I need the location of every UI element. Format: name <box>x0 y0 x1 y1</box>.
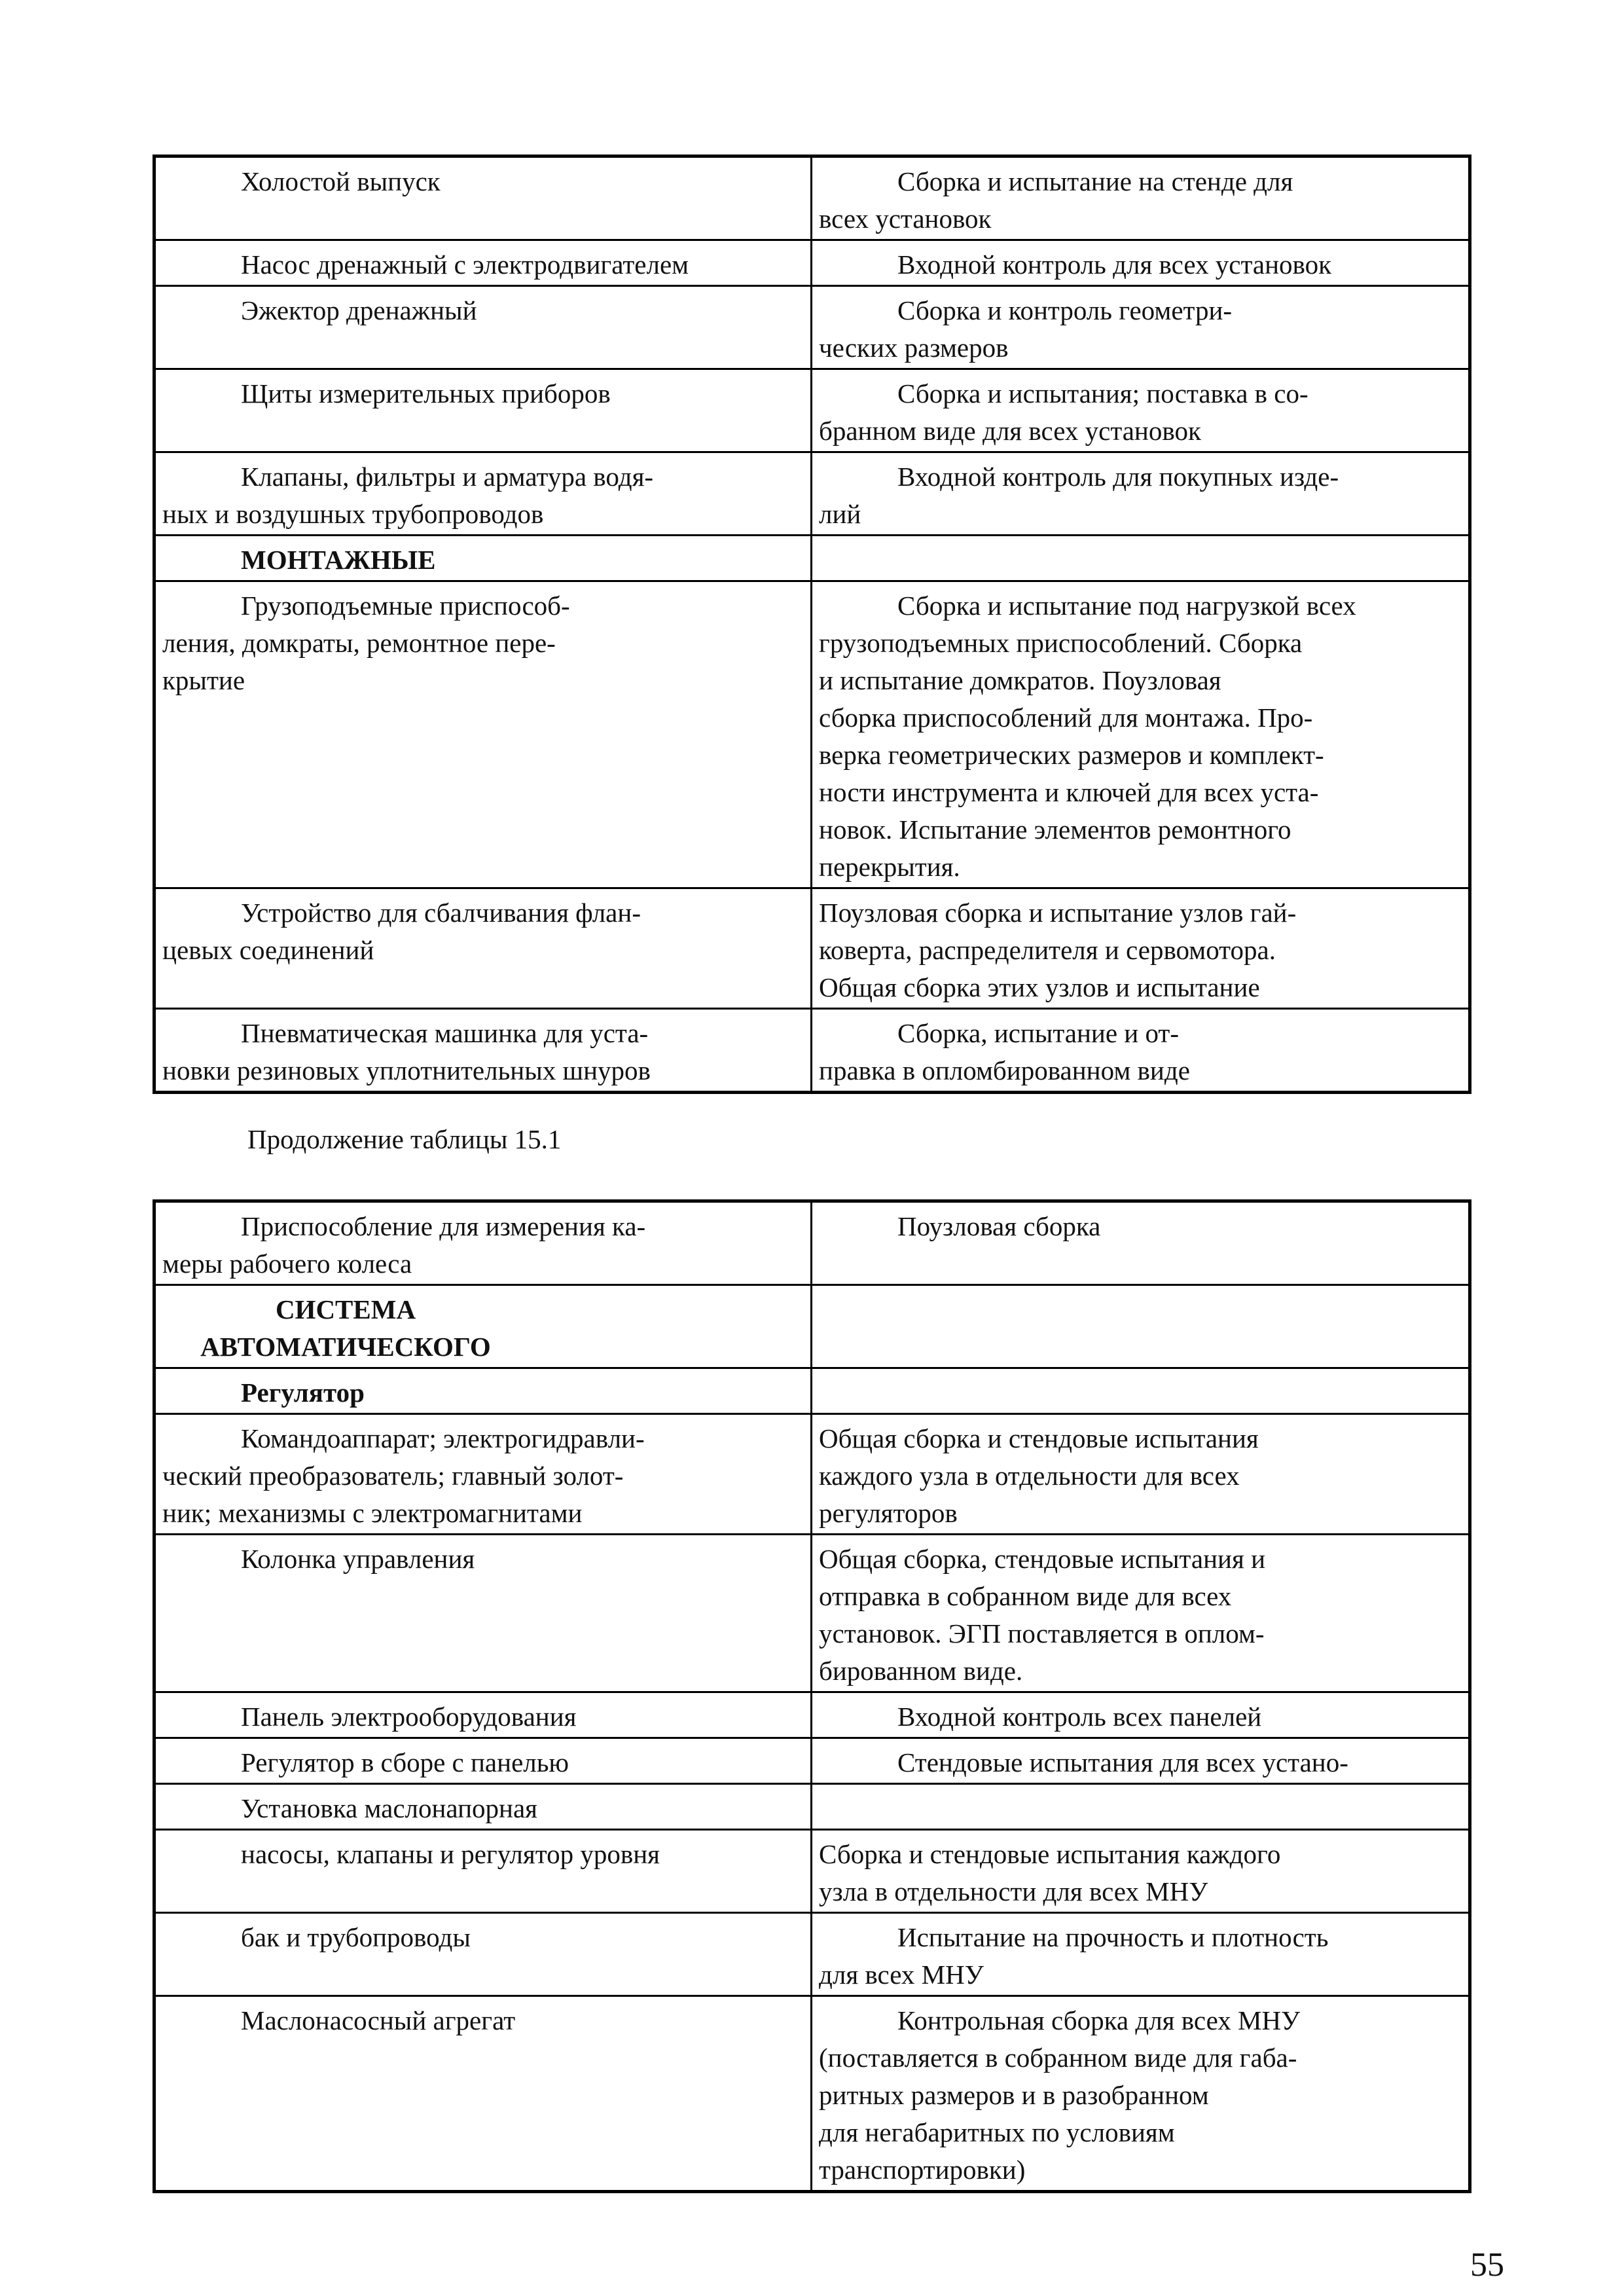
cell-text: Сборка и контроль геометри- ческих размеров <box>819 295 1233 363</box>
cell-text: Общая сборка, стендовые испытания и отправка в собранном виде для всех установок. ЭГП поставляется в оплом- бированном виде. <box>819 1544 1266 1686</box>
cell-text: Установка маслонапорная <box>241 1793 538 1823</box>
table-cell-item <box>154 286 812 369</box>
table-cell-item <box>154 888 812 1009</box>
table-row <box>154 1830 1470 1913</box>
table-continuation-caption: Продолжение таблицы 15.1 <box>247 1124 562 1154</box>
table-row <box>154 1996 1470 2192</box>
table-row <box>154 888 1470 1009</box>
table-cell-control <box>812 286 1470 369</box>
table-row <box>154 1201 1470 1285</box>
cell-text: Поузловая сборка и испытание узлов гай- коверта, распределителя и сервомотора. Общая сборка этих узлов и испытание <box>819 898 1297 1002</box>
cell-text: Клапаны, фильтры и арматура водя- ных и воздушных трубопроводов <box>162 462 654 529</box>
cell-text: Эжектор дренажный <box>241 295 477 325</box>
table-cell-control <box>812 1009 1470 1093</box>
table-cell-control <box>812 1784 1470 1830</box>
table-cell-item <box>154 1414 812 1535</box>
table-cell-item <box>154 1913 812 1996</box>
table-cell-item <box>154 1830 812 1913</box>
table-cell-control <box>812 1285 1470 1368</box>
table-cell-item <box>154 1996 812 2192</box>
table-row <box>154 452 1470 536</box>
table-cell-control <box>812 1414 1470 1535</box>
cell-text: Сборка и испытания; поставка в со- бранном виде для всех установок <box>819 378 1308 446</box>
cell-text: Стендовые испытания для всех устано- <box>897 1747 1348 1777</box>
table-cell-item <box>154 1535 812 1692</box>
cell-text: Приспособление для измерения ка- меры рабочего колеса <box>162 1211 646 1279</box>
equipment-table-2 <box>153 1199 1471 2193</box>
cell-text: Устройство для сбалчивания флан- цевых соединений <box>162 898 641 965</box>
cell-text: Входной контроль для покупных изде- лий <box>819 462 1339 529</box>
table-row <box>154 240 1470 286</box>
cell-text: Щиты измерительных приборов <box>241 378 611 409</box>
table-cell-control <box>812 581 1470 888</box>
table-cell-control <box>812 1738 1470 1784</box>
cell-text: Сборка и стендовые испытания каждого узла в отдельности для всех МНУ <box>819 1839 1281 1906</box>
table-cell-control <box>812 452 1470 536</box>
section-heading-cell <box>154 536 812 581</box>
cell-text: Регулятор в сборе с панелью <box>241 1747 569 1777</box>
cell-text: Колонка управления <box>241 1544 475 1574</box>
cell-text: Пневматическая машинка для уста- новки резиновых уплотнительных шнуров <box>162 1018 651 1085</box>
cell-text: Испытание на прочность и плотность для всех МНУ <box>819 1922 1329 1990</box>
page-number: 55 <box>1470 2246 1504 2284</box>
table-row <box>154 1738 1470 1784</box>
cell-text: Грузоподъемные приспособ- ления, домкраты, ремонтное пере- крытие <box>162 591 570 695</box>
equipment-table-1 <box>153 155 1471 1094</box>
table-cell-item <box>154 1201 812 1285</box>
table-cell-item <box>154 1738 812 1784</box>
cell-text: Панель электрооборудования <box>241 1702 577 1732</box>
cell-text: Входной контроль всех панелей <box>897 1702 1262 1732</box>
table-cell-control <box>812 369 1470 452</box>
table-row <box>154 1784 1470 1830</box>
table-cell-item <box>154 452 812 536</box>
table-row <box>154 1009 1470 1093</box>
section-heading: СИСТЕМА АВТОМАТИЧЕСКОГО <box>200 1294 491 1362</box>
table-cell-item <box>154 581 812 888</box>
table-cell-control <box>812 1201 1470 1285</box>
table-cell-control <box>812 1535 1470 1692</box>
table-row <box>154 581 1470 888</box>
table-row <box>154 1414 1470 1535</box>
table-row <box>154 156 1470 240</box>
subsection-heading-cell <box>154 1368 812 1414</box>
table-cell-control <box>812 1996 1470 2192</box>
table-cell-item <box>154 156 812 240</box>
cell-text: бак и трубопроводы <box>241 1922 471 1952</box>
cell-text: Маслонасосный агрегат <box>241 2005 516 2035</box>
cell-text: Входной контроль для всех установок <box>897 249 1332 280</box>
cell-text: Сборка и испытание под нагрузкой всех грузоподъемных приспособлений. Сборка и испытание домкратов. Поузловая сборка приспособлений для монтажа. Про- верка геометрических размеров и комплект- ности инструмента и ключей для всех уста- новок. Испытание элементов ремонтного перекрытия. <box>819 591 1356 882</box>
section-heading-cell <box>154 1285 812 1368</box>
cell-text: насосы, клапаны и регулятор уровня <box>241 1839 660 1869</box>
cell-text: Общая сборка и стендовые испытания каждого узла в отдельности для всех регуляторов <box>819 1423 1259 1528</box>
table-cell-control <box>812 1913 1470 1996</box>
table-cell-item <box>154 1009 812 1093</box>
section-heading: МОНТАЖНЫЕ <box>241 545 436 575</box>
cell-text: Контрольная сборка для всех МНУ (поставляется в собранном виде для габа- ритных размеров и в разобранном для негабаритных по условиям транспортировки) <box>819 2005 1301 2185</box>
table-cell-control <box>812 888 1470 1009</box>
table-row <box>154 536 1470 581</box>
table-cell-control <box>812 156 1470 240</box>
cell-text: Насос дренажный с электродвигателем <box>241 249 689 280</box>
table-cell-control <box>812 1692 1470 1738</box>
cell-text: Сборка и испытание на стенде для всех установок <box>819 166 1293 234</box>
table-cell-item <box>154 1692 812 1738</box>
cell-text: Сборка, испытание и от- правка в опломбированном виде <box>819 1018 1190 1085</box>
table-cell-control <box>812 1368 1470 1414</box>
cell-text: Холостой выпуск <box>241 166 441 196</box>
table-cell-control <box>812 240 1470 286</box>
table-cell-item <box>154 1784 812 1830</box>
table-cell-control <box>812 1830 1470 1913</box>
cell-text: Поузловая сборка <box>897 1211 1101 1241</box>
subsection-heading: Регулятор <box>241 1377 365 1408</box>
table-row <box>154 1913 1470 1996</box>
table-row <box>154 1368 1470 1414</box>
table-cell-item <box>154 240 812 286</box>
table-row <box>154 286 1470 369</box>
table-row <box>154 1692 1470 1738</box>
table-cell-item <box>154 369 812 452</box>
cell-text: Командоаппарат; электрогидравли- ческий преобразователь; главный золот- ник; механизмы с электромагнитами <box>162 1423 645 1528</box>
table-row <box>154 369 1470 452</box>
table-row <box>154 1535 1470 1692</box>
table-cell-control <box>812 536 1470 581</box>
table-row <box>154 1285 1470 1368</box>
